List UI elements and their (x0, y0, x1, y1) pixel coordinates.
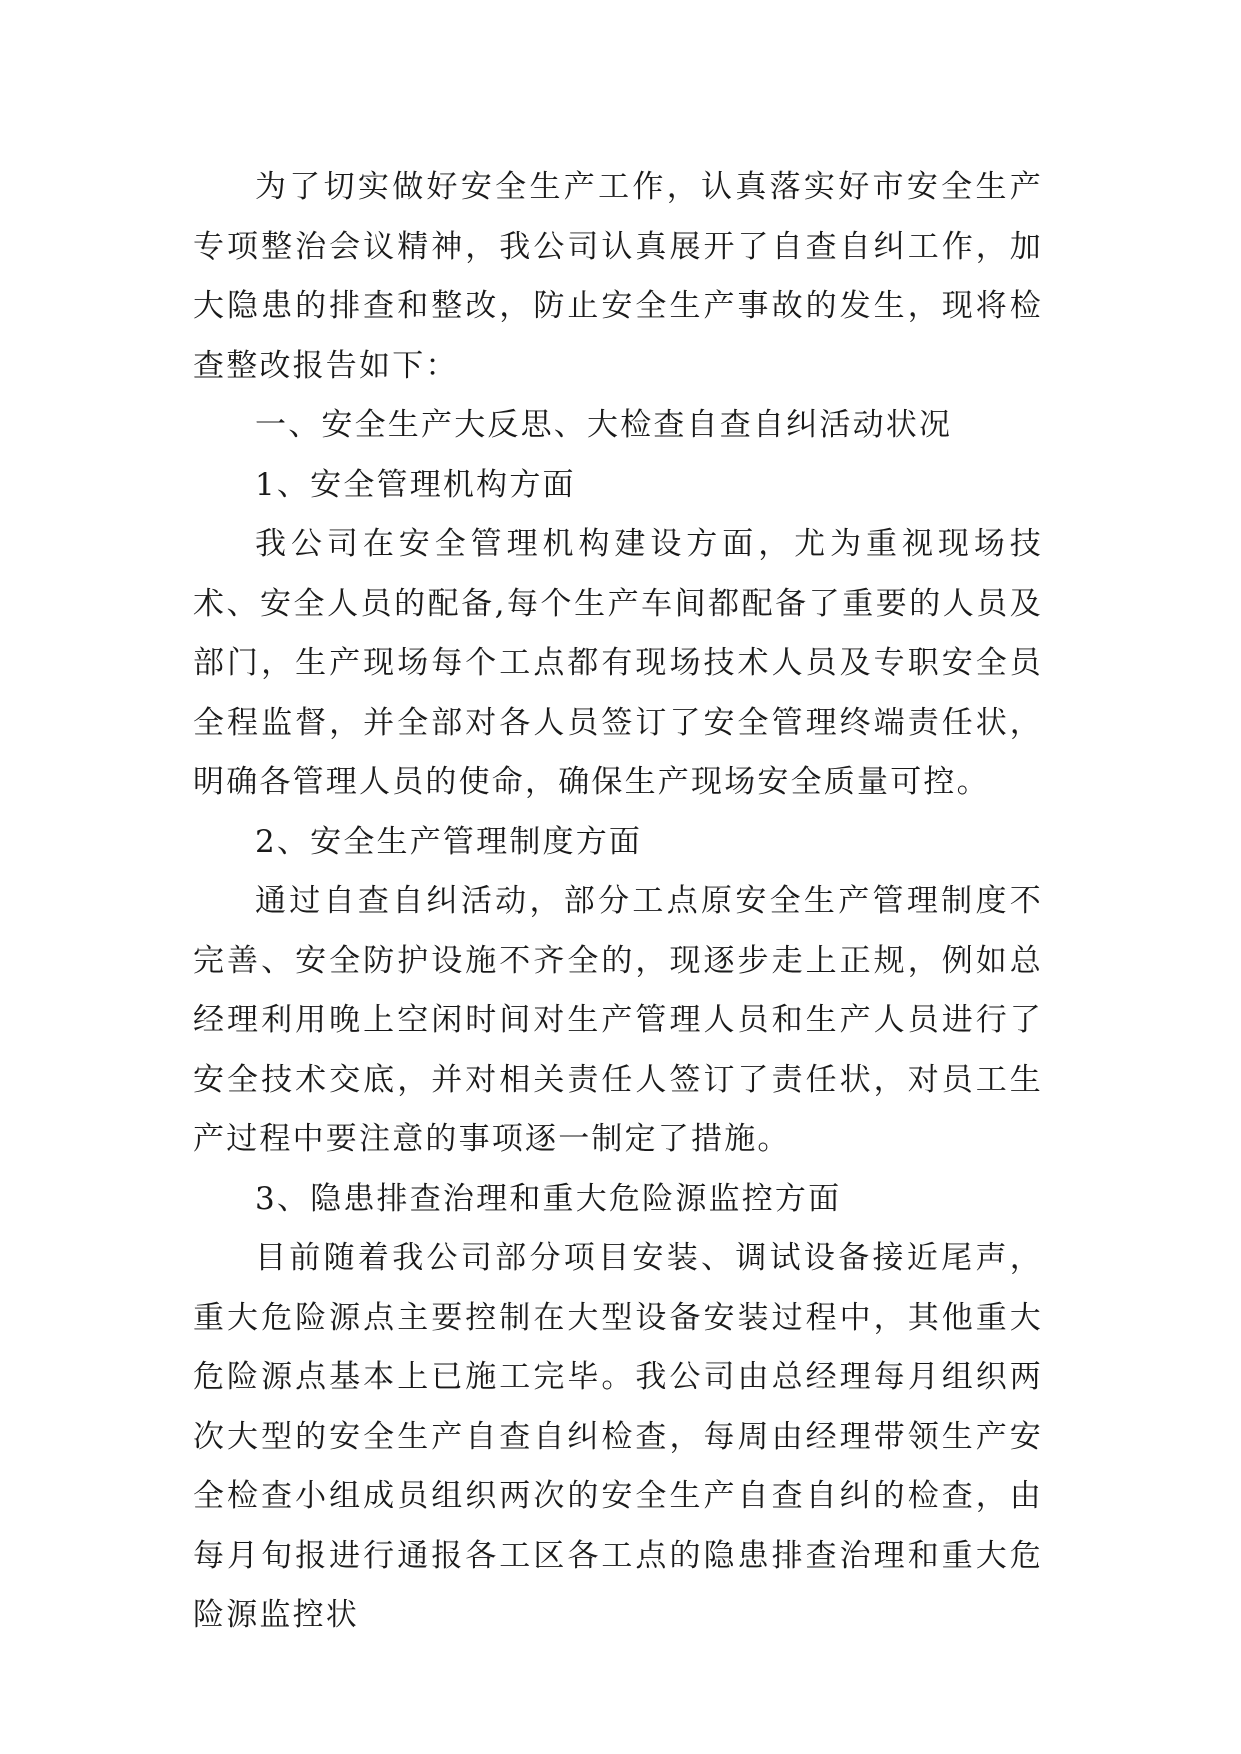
intro-paragraph: 为了切实做好安全生产工作，认真落实好市安全生产专项整治会议精神，我公司认真展开了自查自纠工作，加大隐患的排查和整改，防止安全生产事故的发生，现将检查整改报告如下： (193, 169, 1043, 384)
subsection-heading-2: 2、安全生产管理制度方面 (255, 823, 643, 860)
subsection-paragraph-3: 目前随着我公司部分项目安装、调试设备接近尾声，重大危险源点主要控制在大型设备安装过程中，其他重大危险源点基本上已施工完毕。我公司由总经理每月组织两次大型的安全生产自查自纠检查，每周由经理带领生产安全检查小组成员组织两次的安全生产自查自纠的检查，由每月旬报进行通报各工区各工点的隐患排查治理和重大危险源监控状 (193, 1240, 1043, 1633)
document-body (193, 158, 1043, 1646)
subsection-paragraph-1: 我公司在安全管理机构建设方面，尤为重视现场技术、安全人员的配备,每个生产车间都配备了重要的人员及部门，生产现场每个工点都有现场技术人员及专职安全员全程监督，并全部对各人员签订了安全管理终端责任状，明确各管理人员的使命，确保生产现场安全质量可控。 (193, 526, 1043, 800)
subsection-heading-1: 1、安全管理机构方面 (255, 466, 576, 503)
subsection-paragraph-2: 通过自查自纠活动，部分工点原安全生产管理制度不完善、安全防护设施不齐全的，现逐步走上正规，例如总经理利用晚上空闲时间对生产管理人员和生产人员进行了安全技术交底，并对相关责任人签订了责任状，对员工生产过程中要注意的事项逐一制定了措施。 (193, 883, 1043, 1157)
subsection-heading-3: 3、隐患排查治理和重大危险源监控方面 (255, 1180, 842, 1217)
section-heading: 一、安全生产大反思、大检查自查自纠活动状况 (255, 407, 953, 443)
